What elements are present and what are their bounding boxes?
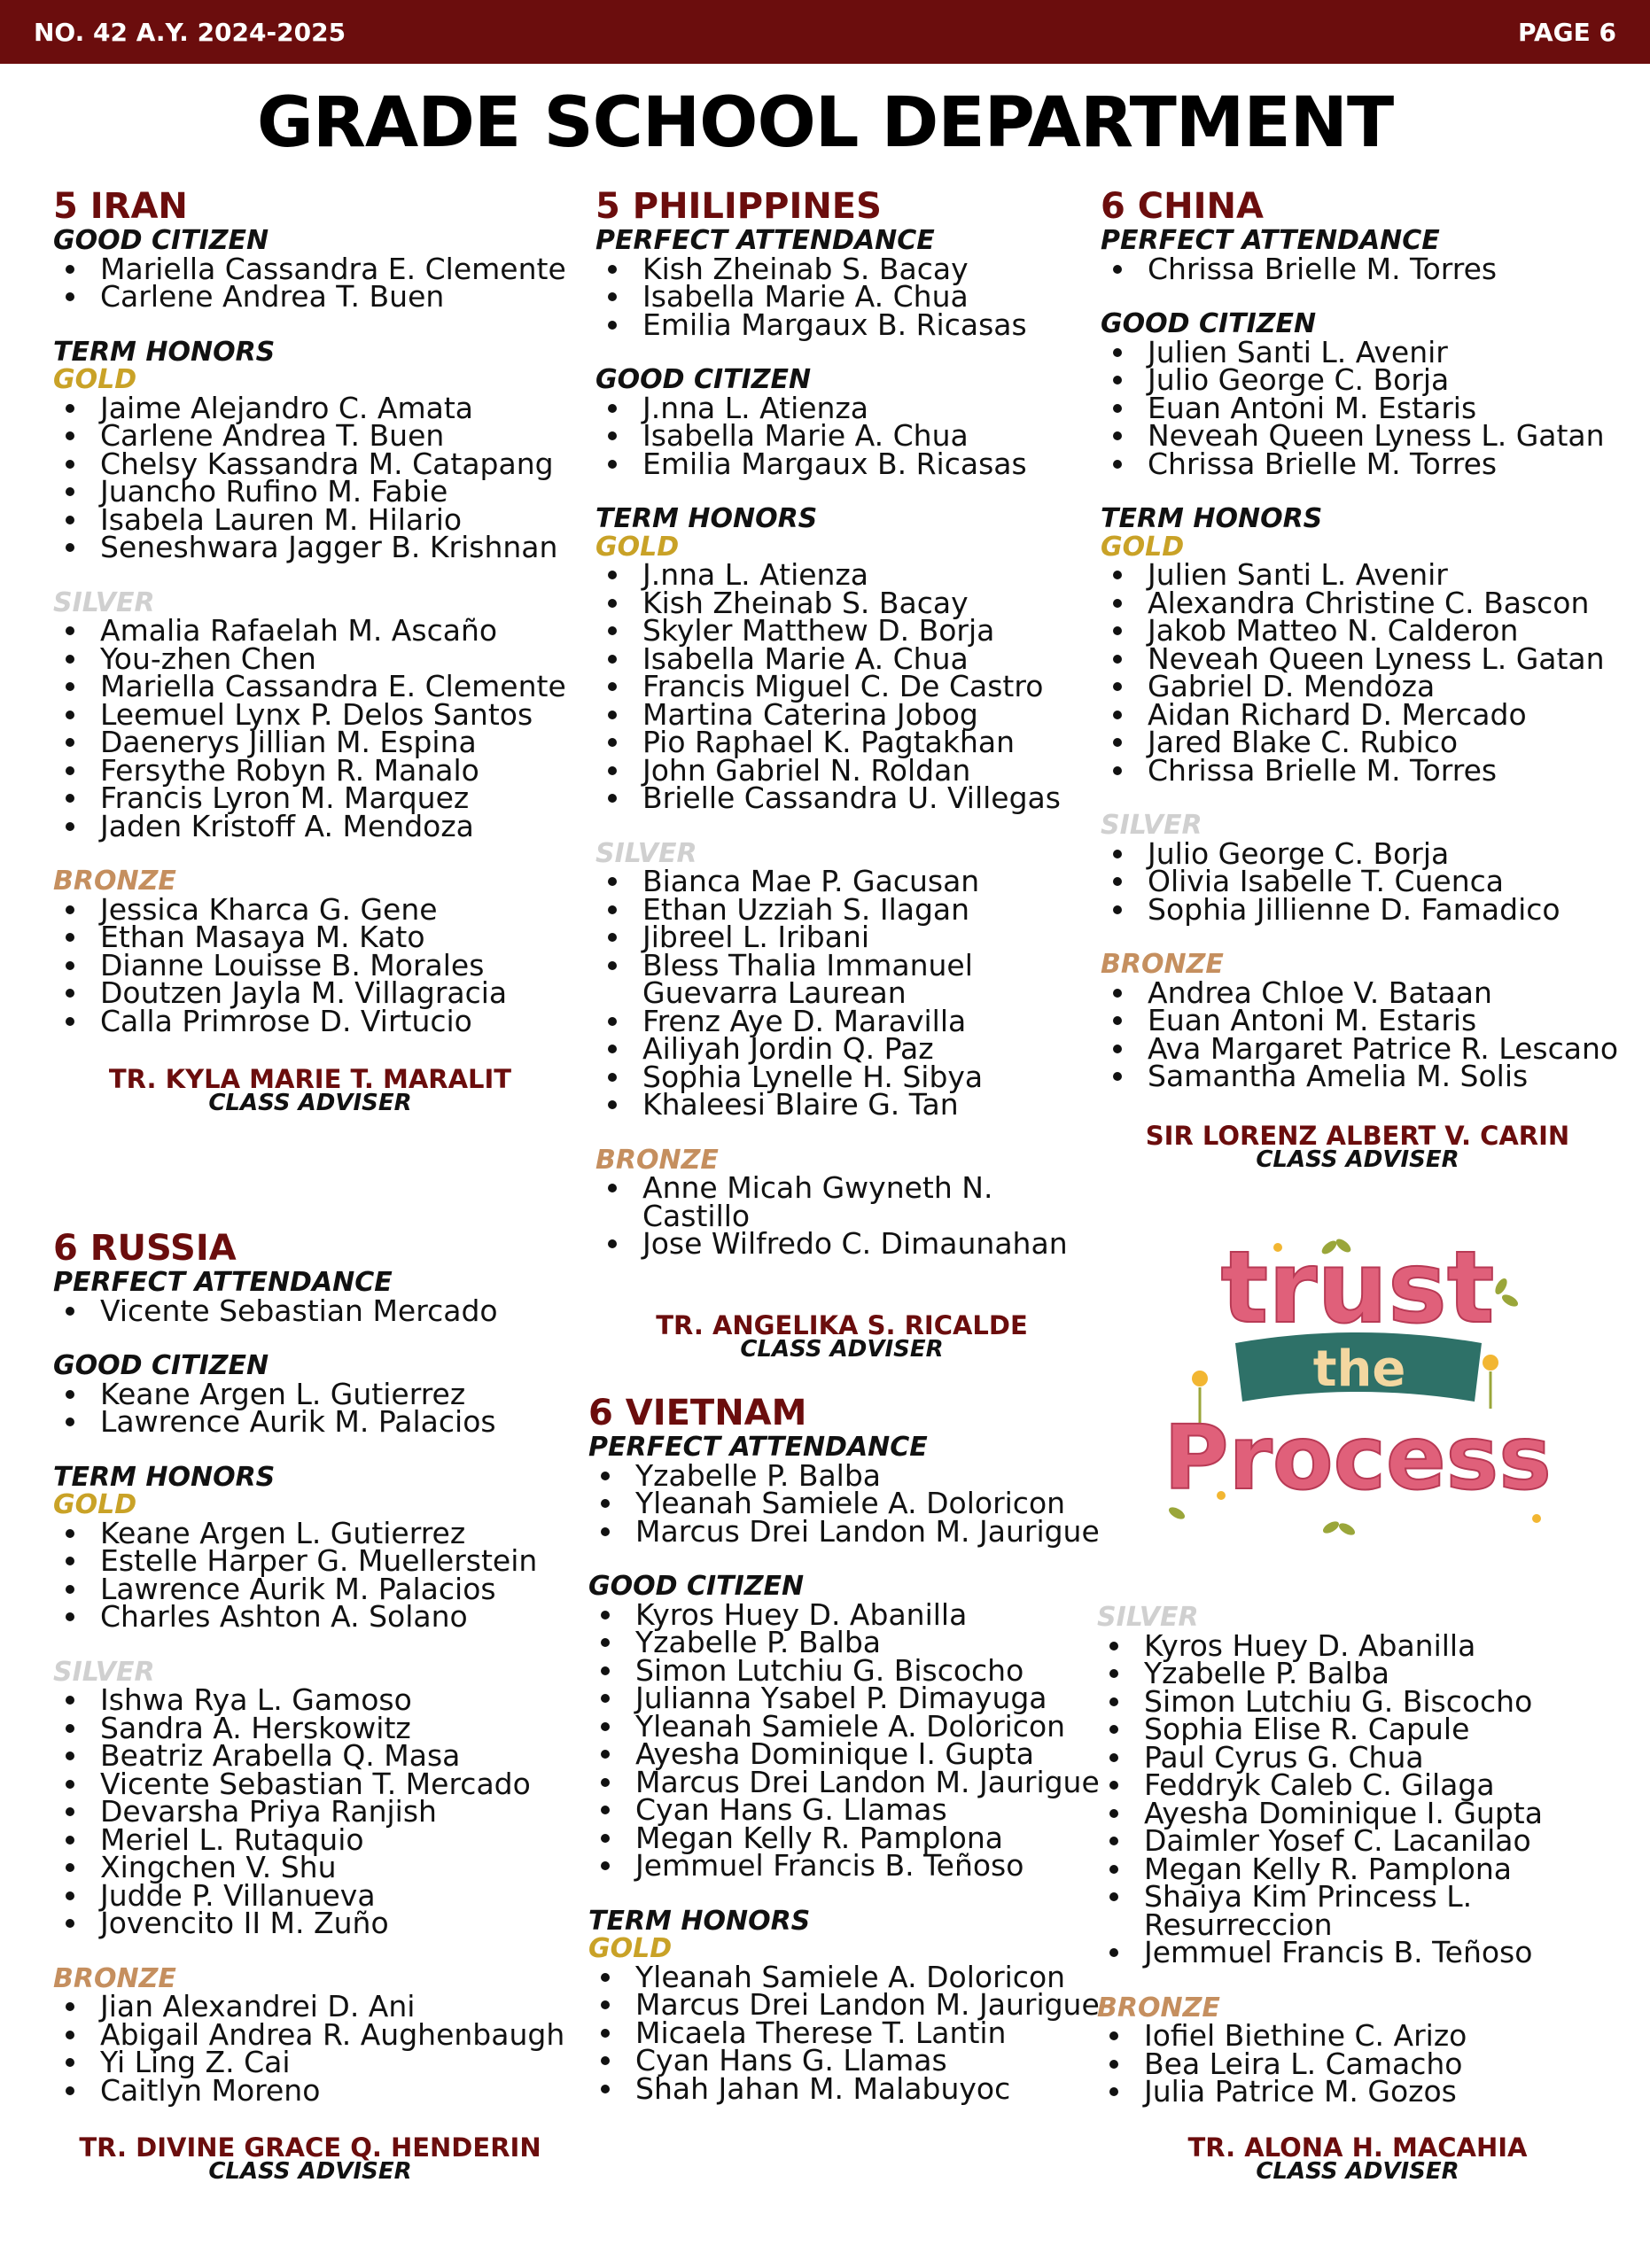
list-item: Julio George C. Borja bbox=[1101, 840, 1632, 868]
good-citizen-label: GOOD CITIZEN bbox=[53, 1350, 269, 1381]
list-item: Anne Micah Gwyneth N. Castillo bbox=[595, 1174, 1092, 1230]
gold-label: GOLD bbox=[588, 1933, 673, 1964]
list-item: Jakob Matteo N. Calderon bbox=[1101, 617, 1632, 645]
silver-label: SILVER bbox=[595, 837, 697, 869]
good-citizen-list bbox=[1101, 334, 1632, 481]
list-item: Mariella Cassandra E. Clemente bbox=[53, 672, 585, 701]
section-title: 6 VIETNAM bbox=[588, 1393, 807, 1433]
list-item: Carlene Andrea T. Buen bbox=[53, 283, 585, 311]
list-item: Andrea Chloe V. Bataan bbox=[1101, 979, 1632, 1007]
section-5-iran bbox=[53, 186, 585, 1038]
list-item: Charles Ashton A. Solano bbox=[53, 1603, 585, 1631]
silver-list bbox=[53, 1682, 585, 1940]
term-honors-label: TERM HONORS bbox=[53, 336, 276, 368]
list-item: Frenz Aye D. Maravilla bbox=[595, 1007, 1092, 1036]
list-item: Keane Argen L. Gutierrez bbox=[53, 1380, 585, 1409]
list-item: Yleanah Samiele A. Doloricon bbox=[588, 1713, 1102, 1741]
good-citizen-list bbox=[588, 1596, 1102, 1883]
page-number: PAGE 6 bbox=[1518, 18, 1616, 47]
good-citizen-list bbox=[53, 1376, 585, 1439]
list-item: Jemmuel Francis B. Teñoso bbox=[1097, 1938, 1629, 1967]
list-item: Emilia Margaux B. Ricasas bbox=[595, 311, 1092, 339]
list-item: Brielle Cassandra U. Villegas bbox=[595, 784, 1092, 812]
adviser-6-vietnam bbox=[1118, 2132, 1597, 2185]
adviser-name: TR. DIVINE GRACE Q. HENDERIN bbox=[79, 2132, 541, 2163]
list-item: Amalia Rafaelah M. Ascaño bbox=[53, 617, 585, 645]
list-item: Julio George C. Borja bbox=[1101, 366, 1632, 394]
adviser-role: CLASS ADVISER bbox=[740, 1336, 944, 1363]
bronze-label: BRONZE bbox=[1097, 1992, 1220, 2023]
list-item: Jian Alexandrei D. Ani bbox=[53, 1992, 585, 2021]
section-title: 5 IRAN bbox=[53, 186, 188, 227]
section-title: 6 RUSSIA bbox=[53, 1228, 237, 1269]
list-item: Euan Antoni M. Estaris bbox=[1101, 394, 1632, 423]
list-item: Alexandra Christine C. Bascon bbox=[1101, 589, 1632, 617]
adviser-6-russia bbox=[71, 2132, 549, 2185]
adviser-5-iran bbox=[71, 1064, 549, 1116]
list-item: Cyan Hans G. Llamas bbox=[588, 1796, 1102, 1824]
list-item: Aidan Richard D. Mercado bbox=[1101, 701, 1632, 729]
list-item: Leemuel Lynx P. Delos Santos bbox=[53, 701, 585, 729]
adviser-role: CLASS ADVISER bbox=[1256, 1146, 1459, 1173]
term-honors-label: TERM HONORS bbox=[53, 1461, 276, 1493]
list-item: Chelsy Kassandra M. Catapang bbox=[53, 450, 585, 478]
gold-label: GOLD bbox=[595, 531, 680, 563]
list-item: Chrissa Brielle M. Torres bbox=[1101, 757, 1632, 785]
list-item: Cyan Hans G. Llamas bbox=[588, 2047, 1102, 2075]
list-item: Sophia Jillienne D. Famadico bbox=[1101, 896, 1632, 924]
issue-number: NO. 42 A.Y. 2024-2025 bbox=[34, 18, 346, 47]
good-citizen-label: GOOD CITIZEN bbox=[53, 225, 269, 256]
list-item: Ayesha Dominique I. Gupta bbox=[588, 1740, 1102, 1768]
list-item: Julien Santi L. Avenir bbox=[1101, 561, 1632, 589]
list-item: Yzabelle P. Balba bbox=[588, 1628, 1102, 1657]
list-item: Vicente Sebastian Mercado bbox=[53, 1297, 585, 1325]
list-item: Isabella Marie A. Chua bbox=[595, 422, 1092, 450]
page-title: GRADE SCHOOL DEPARTMENT bbox=[256, 83, 1394, 163]
list-item: Daenerys Jillian M. Espina bbox=[53, 728, 585, 757]
gold-label: GOLD bbox=[1101, 531, 1185, 563]
adviser-6-china bbox=[1118, 1123, 1597, 1171]
adviser-role: CLASS ADVISER bbox=[1256, 2158, 1459, 2185]
list-item: Julien Santi L. Avenir bbox=[1101, 338, 1632, 367]
adviser-5-philippines bbox=[603, 1310, 1081, 1363]
list-item: Beatriz Arabella Q. Masa bbox=[53, 1742, 585, 1770]
section-6-vietnam bbox=[588, 1393, 1102, 2106]
gold-list bbox=[588, 1959, 1102, 2106]
good-citizen-list bbox=[53, 251, 585, 314]
list-item: Skyler Matthew D. Borja bbox=[595, 617, 1092, 645]
list-item: Jibreel L. Iribani bbox=[595, 923, 1092, 951]
list-item: Mariella Cassandra E. Clemente bbox=[53, 255, 585, 284]
bronze-list bbox=[53, 1989, 585, 2108]
term-honors-label: TERM HONORS bbox=[595, 503, 818, 534]
list-item: Neveah Queen Lyness L. Gatan bbox=[1101, 422, 1632, 450]
list-item: Isabella Marie A. Chua bbox=[595, 283, 1092, 311]
list-item: You-zhen Chen bbox=[53, 645, 585, 673]
silver-list bbox=[1101, 835, 1632, 927]
list-item: Samantha Amelia M. Solis bbox=[1101, 1062, 1632, 1091]
gold-list bbox=[1101, 557, 1632, 788]
list-item: Emilia Margaux B. Ricasas bbox=[595, 450, 1092, 478]
list-item: Caitlyn Moreno bbox=[53, 2077, 585, 2105]
list-item: Abigail Andrea R. Aughenbaugh bbox=[53, 2021, 585, 2049]
list-item: John Gabriel N. Roldan bbox=[595, 757, 1092, 785]
list-item: Megan Kelly R. Pamplona bbox=[1097, 1855, 1629, 1884]
list-item: Paul Cyrus G. Chua bbox=[1097, 1744, 1629, 1772]
list-item: Daimler Yosef C. Lacanilao bbox=[1097, 1827, 1629, 1855]
adviser-name: SIR LORENZ ALBERT V. CARIN bbox=[1145, 1121, 1570, 1151]
term-honors-label: TERM HONORS bbox=[588, 1905, 811, 1937]
list-item: Bless Thalia Immanuel Guevarra Laurean bbox=[595, 951, 1092, 1007]
section-6-russia bbox=[53, 1228, 585, 2108]
perfect-attendance-label: PERFECT ATTENDANCE bbox=[595, 225, 935, 256]
list-item: Dianne Louisse B. Morales bbox=[53, 951, 585, 980]
list-item: Ethan Uzziah S. Ilagan bbox=[595, 896, 1092, 924]
list-item: Fersythe Robyn R. Manalo bbox=[53, 757, 585, 785]
list-item: Calla Primrose D. Virtucio bbox=[53, 1007, 585, 1036]
gold-list bbox=[53, 1515, 585, 1634]
bronze-list bbox=[1097, 2018, 1629, 2109]
list-item: Ava Margaret Patrice R. Lescano bbox=[1101, 1035, 1632, 1063]
list-item: Iofiel Biethine C. Arizo bbox=[1097, 2022, 1629, 2050]
silver-list bbox=[595, 864, 1092, 1122]
list-item: Jaime Alejandro C. Amata bbox=[53, 394, 585, 423]
list-item: Isabela Lauren M. Hilario bbox=[53, 506, 585, 534]
list-item: Gabriel D. Mendoza bbox=[1101, 672, 1632, 701]
list-item: Martina Caterina Jobog bbox=[595, 701, 1092, 729]
list-item: Isabella Marie A. Chua bbox=[595, 645, 1092, 673]
bronze-list bbox=[53, 891, 585, 1038]
list-item: Kyros Huey D. Abanilla bbox=[1097, 1632, 1629, 1660]
list-item: Jared Blake C. Rubico bbox=[1101, 728, 1632, 757]
list-item: Julianna Ysabel P. Dimayuga bbox=[588, 1684, 1102, 1713]
bronze-label: BRONZE bbox=[53, 866, 176, 897]
list-item: Jemmuel Francis B. Teñoso bbox=[588, 1852, 1102, 1880]
perfect-attendance-list bbox=[1101, 251, 1632, 286]
list-item: Jovencito II M. Zuño bbox=[53, 1909, 585, 1938]
list-item: Ethan Masaya M. Kato bbox=[53, 923, 585, 951]
gold-label: GOLD bbox=[53, 1489, 137, 1520]
list-item: Khaleesi Blaire G. Tan bbox=[595, 1091, 1092, 1119]
perfect-attendance-label: PERFECT ATTENDANCE bbox=[588, 1432, 928, 1463]
list-item: Bianca Mae P. Gacusan bbox=[595, 867, 1092, 896]
bronze-label: BRONZE bbox=[53, 1962, 176, 1994]
list-item: Xingchen V. Shu bbox=[53, 1853, 585, 1882]
list-item: Devarsha Priya Ranjish bbox=[53, 1798, 585, 1826]
list-item: Seneshwara Jagger B. Krishnan bbox=[53, 533, 585, 562]
bronze-list bbox=[595, 1170, 1092, 1261]
list-item: Doutzen Jayla M. Villagracia bbox=[53, 979, 585, 1007]
section-6-china bbox=[1101, 186, 1632, 1091]
list-item: Lawrence Aurik M. Palacios bbox=[53, 1408, 585, 1436]
list-item: Micaela Therese T. Lantin bbox=[588, 2019, 1102, 2047]
section-6-vietnam-continued bbox=[1097, 1602, 1629, 2109]
perfect-attendance-list bbox=[588, 1457, 1102, 1549]
perfect-attendance-label: PERFECT ATTENDANCE bbox=[53, 1267, 393, 1298]
art-word-process: Process bbox=[1164, 1406, 1552, 1510]
silver-list bbox=[1097, 1627, 1629, 1969]
good-citizen-list bbox=[595, 390, 1092, 481]
list-item: Juancho Rufino M. Fabie bbox=[53, 478, 585, 506]
list-item: Chrissa Brielle M. Torres bbox=[1101, 450, 1632, 478]
list-item: Yi Ling Z. Cai bbox=[53, 2048, 585, 2077]
perfect-attendance-label: PERFECT ATTENDANCE bbox=[1101, 225, 1440, 256]
list-item: Simon Lutchiu G. Biscocho bbox=[1097, 1688, 1629, 1716]
list-item: Simon Lutchiu G. Biscocho bbox=[588, 1657, 1102, 1685]
gold-list bbox=[595, 557, 1092, 815]
list-item: Pio Raphael K. Pagtakhan bbox=[595, 728, 1092, 757]
list-item: Lawrence Aurik M. Palacios bbox=[53, 1575, 585, 1604]
bronze-label: BRONZE bbox=[1101, 949, 1224, 980]
list-item: Francis Lyron M. Marquez bbox=[53, 784, 585, 812]
list-item: Bea Leira L. Camacho bbox=[1097, 2050, 1629, 2078]
list-item: Marcus Drei Landon M. Jaurigue bbox=[588, 1518, 1102, 1546]
silver-label: SILVER bbox=[1101, 810, 1202, 841]
adviser-name: TR. ALONA H. MACAHIA bbox=[1187, 2132, 1528, 2163]
perfect-attendance-list bbox=[595, 251, 1092, 342]
list-item: Jessica Kharca G. Gene bbox=[53, 896, 585, 924]
good-citizen-label: GOOD CITIZEN bbox=[595, 364, 812, 395]
list-item: Olivia Isabelle T. Cuenca bbox=[1101, 867, 1632, 896]
list-item: Estelle Harper G. Muellerstein bbox=[53, 1547, 585, 1575]
list-item: Sophia Elise R. Capule bbox=[1097, 1715, 1629, 1744]
list-item: Shah Jahan M. Malabuyoc bbox=[588, 2075, 1102, 2103]
adviser-name: TR. KYLA MARIE T. MARALIT bbox=[108, 1064, 512, 1094]
trust-the-process-illustration bbox=[1154, 1223, 1561, 1550]
list-item: Yzabelle P. Balba bbox=[588, 1462, 1102, 1490]
list-item: Jaden Kristoff A. Mendoza bbox=[53, 812, 585, 841]
list-item: Jose Wilfredo C. Dimaunahan bbox=[595, 1230, 1092, 1258]
adviser-role: CLASS ADVISER bbox=[208, 1090, 412, 1116]
list-item: Megan Kelly R. Pamplona bbox=[588, 1824, 1102, 1852]
adviser-role: CLASS ADVISER bbox=[208, 2158, 412, 2185]
list-item: Yzabelle P. Balba bbox=[1097, 1659, 1629, 1688]
list-item: Ayesha Dominique I. Gupta bbox=[1097, 1799, 1629, 1828]
list-item: Euan Antoni M. Estaris bbox=[1101, 1006, 1632, 1035]
list-item: Kish Zheinab S. Bacay bbox=[595, 255, 1092, 284]
list-item: Sandra A. Herskowitz bbox=[53, 1714, 585, 1743]
section-title: 5 PHILIPPINES bbox=[595, 186, 882, 227]
bronze-label: BRONZE bbox=[595, 1144, 719, 1176]
list-item: Chrissa Brielle M. Torres bbox=[1101, 255, 1632, 284]
list-item: Ailiyah Jordin Q. Paz bbox=[595, 1035, 1092, 1063]
bronze-list bbox=[1101, 975, 1632, 1093]
list-item: Carlene Andrea T. Buen bbox=[53, 422, 585, 450]
gold-label: GOLD bbox=[53, 364, 137, 395]
silver-list bbox=[53, 613, 585, 843]
section-5-philippines bbox=[595, 186, 1092, 1261]
gold-list bbox=[53, 390, 585, 564]
list-item: Feddryk Caleb C. Gilaga bbox=[1097, 1771, 1629, 1799]
list-item: Sophia Lynelle H. Sibya bbox=[595, 1063, 1092, 1091]
list-item: Judde P. Villanueva bbox=[53, 1882, 585, 1910]
perfect-attendance-list bbox=[53, 1293, 585, 1328]
list-item: Shaiya Kim Princess L. Resurreccion bbox=[1097, 1883, 1629, 1938]
list-item: Julia Patrice M. Gozos bbox=[1097, 2078, 1629, 2106]
top-bar bbox=[0, 0, 1650, 64]
list-item: J.nna L. Atienza bbox=[595, 394, 1092, 423]
list-item: Kish Zheinab S. Bacay bbox=[595, 589, 1092, 617]
silver-label: SILVER bbox=[53, 1656, 155, 1688]
silver-label: SILVER bbox=[53, 586, 155, 618]
list-item: Ishwa Rya L. Gamoso bbox=[53, 1686, 585, 1714]
list-item: Neveah Queen Lyness L. Gatan bbox=[1101, 645, 1632, 673]
list-item: Vicente Sebastian T. Mercado bbox=[53, 1770, 585, 1798]
list-item: Keane Argen L. Gutierrez bbox=[53, 1519, 585, 1548]
list-item: Marcus Drei Landon M. Jaurigue bbox=[588, 1991, 1102, 2019]
silver-label: SILVER bbox=[1097, 1602, 1199, 1633]
art-word-trust: trust bbox=[1220, 1231, 1495, 1346]
adviser-name: TR. ANGELIKA S. RICALDE bbox=[656, 1310, 1028, 1340]
section-title: 6 CHINA bbox=[1101, 186, 1264, 227]
list-item: Marcus Drei Landon M. Jaurigue bbox=[588, 1768, 1102, 1797]
good-citizen-label: GOOD CITIZEN bbox=[588, 1571, 805, 1602]
list-item: J.nna L. Atienza bbox=[595, 561, 1092, 589]
art-word-the: the bbox=[1312, 1340, 1406, 1398]
list-item: Yleanah Samiele A. Doloricon bbox=[588, 1489, 1102, 1518]
list-item: Kyros Huey D. Abanilla bbox=[588, 1601, 1102, 1629]
term-honors-label: TERM HONORS bbox=[1101, 503, 1323, 534]
list-item: Yleanah Samiele A. Doloricon bbox=[588, 1963, 1102, 1992]
list-item: Francis Miguel C. De Castro bbox=[595, 672, 1092, 701]
good-citizen-label: GOOD CITIZEN bbox=[1101, 308, 1317, 339]
list-item: Meriel L. Rutaquio bbox=[53, 1826, 585, 1854]
